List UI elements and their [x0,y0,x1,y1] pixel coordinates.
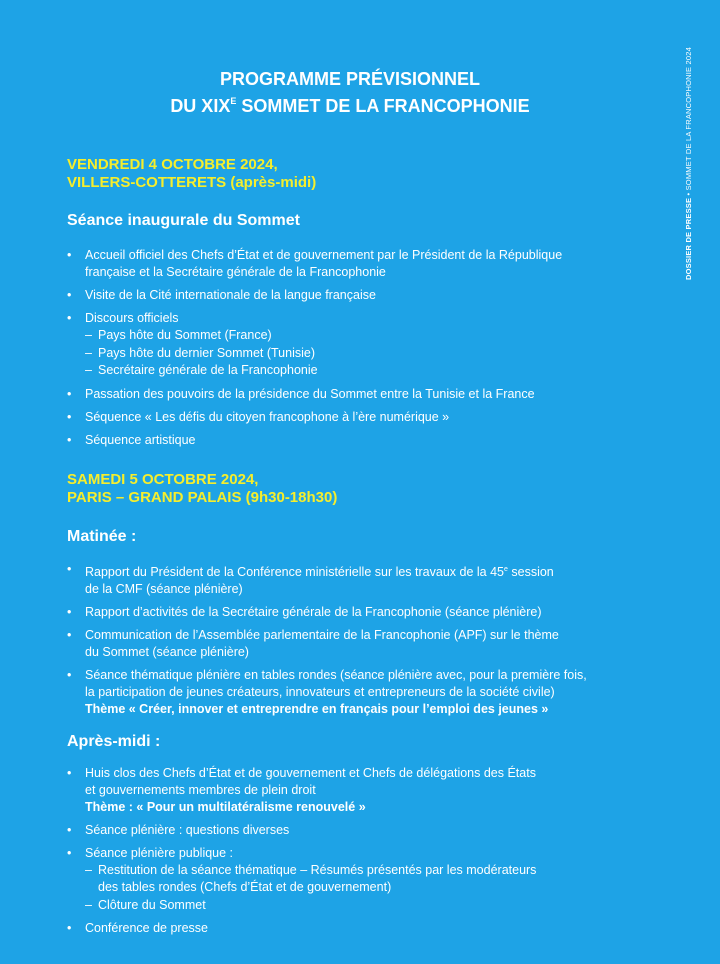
theme-text: Thème « Créer, innover et entreprendre en français pour l’emploi des jeunes » [85,701,549,716]
list-item-line: la participation de jeunes créateurs, innovateurs et entrepreneurs de la société civile) [85,684,555,699]
page-title-line2-pre: DU XIX [170,96,231,116]
friday-list [67,247,667,449]
saturday-heading-line1: SAMEDI 5 OCTOBRE 2024, [67,470,259,488]
sidebar-separator: • [684,192,693,196]
afternoon-list [67,765,667,938]
list-item-line [85,561,667,581]
list-item-line: du Sommet (séance plénière) [85,644,249,659]
afternoon-subheading: Après-midi : [67,732,161,750]
list-item-line: et gouvernements membres de plein droit [85,782,316,797]
sub-list-item-line: des tables rondes (Chefs d’État et de gouvernement) [98,880,392,895]
list-item: • Passation des pouvoirs de la présidence du Sommet entre la Tunisie et la France [67,386,667,403]
list-item: • Séquence « Les défis du citoyen francophone à l’ère numérique » [67,409,667,426]
list-item-line: de la CMF (séance plénière) [85,581,243,596]
list-item [67,561,667,598]
list-item-text: Rapport du Président de la Conférence ministérielle sur les travaux de la 45 [85,564,504,579]
list-item-text: session [507,564,554,579]
saturday-heading-line2: PARIS – GRAND PALAIS (9h30-18h30) [67,488,338,506]
sub-list-item: – Secrétaire générale de la Francophonie [85,362,667,380]
list-item-line: • Communication de l’Assemblée parlementaire de la Francophonie (APF) sur le thème [85,627,559,642]
sub-list-item: – Clôture du Sommet [85,897,667,915]
sidebar-running-header [684,20,693,280]
list-item [67,765,667,816]
list-item [67,247,667,281]
list-item [67,667,667,718]
friday-subheading: Séance inaugurale du Sommet [67,212,300,229]
sub-list-item: – Pays hôte du Sommet (France) [85,327,667,345]
sub-list-item-line: – Restitution de la séance thématique – Résumés présentés par les modérateurs [98,862,537,877]
list-item: • Séance plénière : questions diverses [67,822,667,839]
list-item-line: • Huis clos des Chefs d’État et de gouvernement et Chefs de délégations des États [85,765,536,780]
list-item-line: française et la Secrétaire générale de la Francophonie [85,265,386,279]
sidebar-event-label: SOMMET DE LA FRANCOPHONIE 2024 [684,46,693,191]
list-item: • Rapport d’activités de la Secrétaire générale de la Francophonie (séance plénière) [67,604,667,621]
list-item [67,310,667,380]
sidebar-doc-label: DOSSIER DE PRESSE [684,197,693,280]
list-item: • Conférence de presse [67,920,667,937]
morning-list [67,561,667,718]
sub-list [85,327,667,380]
page-title-line2-post: SOMMET DE LA FRANCOPHONIE [236,96,530,116]
page-title-superscript: E [230,96,237,106]
list-item-line: • Accueil officiel des Chefs d’État et de gouvernement par le Président de la République [85,248,563,262]
sub-list-item: – Pays hôte du dernier Sommet (Tunisie) [85,345,667,363]
superscript: e [503,565,508,573]
program-content [67,156,667,943]
sub-list-item [85,862,667,897]
list-item [67,845,667,915]
page-title-line1: PROGRAMME PRÉVISIONNEL [219,69,481,89]
list-item-line: • Séance plénière publique : [85,845,234,860]
list-item-line: • Discours officiels [85,311,179,325]
page-title-line2 [0,90,700,117]
friday-heading-line2: VILLERS-COTTERETS (après-midi) [67,174,317,191]
list-item: • Visite de la Cité internationale de la langue française [67,287,667,304]
morning-subheading: Matinée : [67,527,137,545]
sub-list [85,862,667,915]
list-item [67,627,667,661]
list-item-line: • Séance thématique plénière en tables rondes (séance plénière avec, pour la première fois, [85,667,587,682]
list-item: • Séquence artistique [67,432,667,449]
friday-heading [67,156,667,192]
friday-heading-line1: VENDREDI 4 OCTOBRE 2024, [67,156,278,173]
saturday-heading [67,471,667,507]
theme-text: Thème : « Pour un multilatéralisme renouvelé » [85,799,366,814]
page-title [0,68,700,117]
